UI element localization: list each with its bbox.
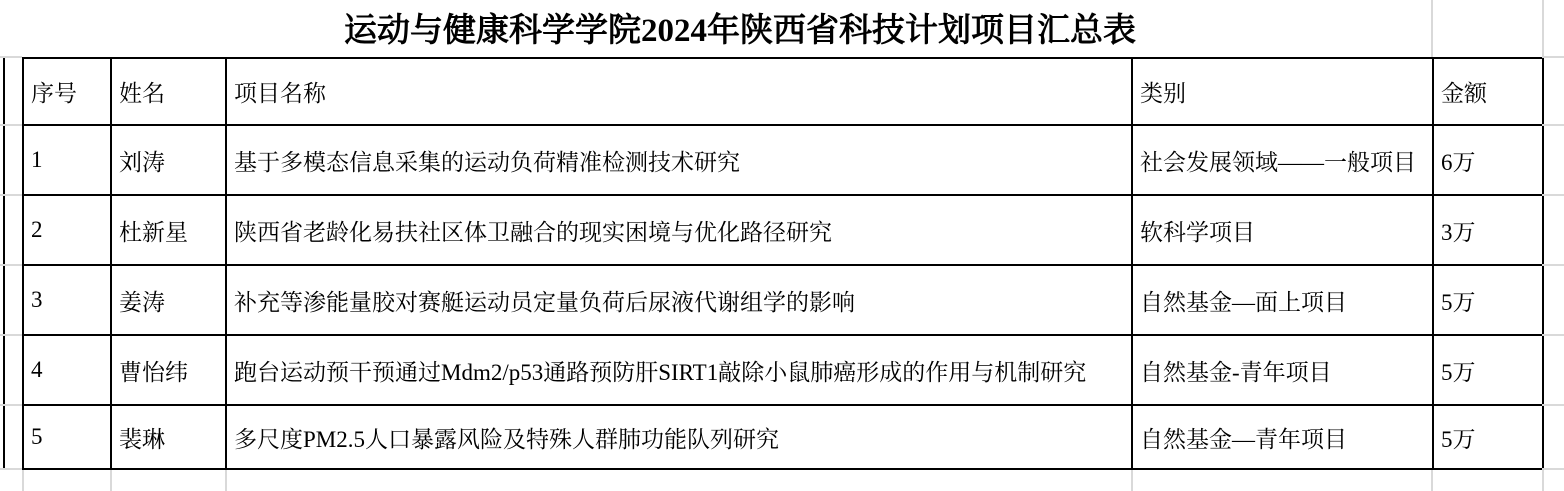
cell-name[interactable]: 姜涛 — [111, 265, 226, 335]
gridline — [1542, 334, 1564, 336]
gridline — [1542, 470, 1544, 491]
gridline — [1131, 470, 1133, 491]
table-row — [23, 195, 1543, 265]
cell-name[interactable]: 刘涛 — [111, 125, 226, 195]
header-category[interactable]: 类别 — [1132, 58, 1433, 125]
cell-project[interactable]: 基于多模态信息采集的运动负荷精准检测技术研究 — [226, 125, 1132, 195]
cell-name[interactable]: 裴琳 — [111, 405, 226, 469]
cell-category[interactable]: 自然基金—青年项目 — [1132, 405, 1433, 469]
gridline — [0, 56, 22, 58]
header-project[interactable]: 项目名称 — [226, 58, 1132, 125]
cell-amount[interactable]: 3万 — [1433, 195, 1543, 265]
header-no[interactable]: 序号 — [23, 58, 111, 125]
cell-project[interactable]: 跑台运动预干预通过Mdm2/p53通路预防肝SIRT1敲除小鼠肺癌形成的作用与机制研究 — [226, 335, 1132, 405]
projects-table — [22, 57, 1544, 470]
table-row — [23, 405, 1543, 469]
gridline — [0, 334, 22, 336]
cell-category[interactable]: 软科学项目 — [1132, 195, 1433, 265]
header-name[interactable]: 姓名 — [111, 58, 226, 125]
table-row — [23, 335, 1543, 405]
cell-category[interactable]: 自然基金—面上项目 — [1132, 265, 1433, 335]
cell-project[interactable]: 多尺度PM2.5人口暴露风险及特殊人群肺功能队列研究 — [226, 405, 1132, 469]
gridline — [1431, 0, 1433, 57]
gridline — [1542, 264, 1564, 266]
cell-project[interactable]: 陕西省老龄化易扶社区体卫融合的现实困境与优化路径研究 — [226, 195, 1132, 265]
cell-amount[interactable]: 5万 — [1433, 405, 1543, 469]
gridline — [1542, 404, 1564, 406]
gridline — [110, 470, 112, 491]
cell-amount[interactable]: 5万 — [1433, 335, 1543, 405]
cell-amount[interactable]: 5万 — [1433, 265, 1543, 335]
header-row — [23, 58, 1543, 125]
cell-no[interactable]: 5 — [23, 405, 111, 469]
gridline — [0, 404, 22, 406]
gridline — [0, 194, 22, 196]
cell-no[interactable]: 3 — [23, 265, 111, 335]
gridline — [225, 470, 227, 491]
gridline — [22, 470, 24, 491]
cell-name[interactable]: 杜新星 — [111, 195, 226, 265]
gridline — [0, 124, 22, 126]
gridline — [1542, 468, 1564, 470]
cell-name[interactable]: 曹怡纬 — [111, 335, 226, 405]
cell-no[interactable]: 2 — [23, 195, 111, 265]
table-title[interactable]: 运动与健康科学学院2024年陕西省科技计划项目汇总表 — [344, 13, 1136, 49]
gridline — [1542, 124, 1564, 126]
header-amount[interactable]: 金额 — [1433, 58, 1543, 125]
cell-category[interactable]: 社会发展领域——一般项目 — [1132, 125, 1433, 195]
table-row — [23, 125, 1543, 195]
gridline — [1431, 470, 1433, 491]
gridline — [1542, 56, 1564, 58]
cell-project[interactable]: 补充等渗能量胶对赛艇运动员定量负荷后尿液代谢组学的影响 — [226, 265, 1132, 335]
gridline — [0, 468, 22, 470]
gridline — [1542, 0, 1544, 57]
table-row — [23, 265, 1543, 335]
gridline — [0, 264, 22, 266]
cell-category[interactable]: 自然基金-青年项目 — [1132, 335, 1433, 405]
cell-no[interactable]: 1 — [23, 125, 111, 195]
cell-no[interactable]: 4 — [23, 335, 111, 405]
cell-amount[interactable]: 6万 — [1433, 125, 1543, 195]
gridline — [1542, 194, 1564, 196]
